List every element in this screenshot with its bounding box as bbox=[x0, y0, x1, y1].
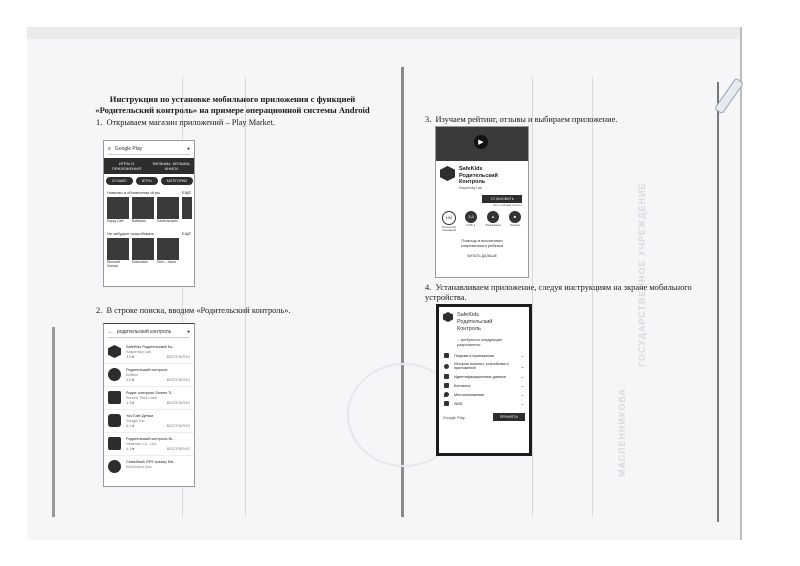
stat-label: Образование bbox=[484, 223, 502, 227]
permission-label: Покупки в приложении bbox=[454, 353, 495, 358]
result-name: SafeKids Родительский Ко... bbox=[126, 345, 176, 349]
result-price: БЕСПЛАТНО bbox=[166, 401, 190, 405]
app-name: SafeKids Родительский Контроль bbox=[457, 312, 493, 332]
step-text: Открываем магазин приложений – Play Market. bbox=[106, 118, 275, 127]
pill-categories: КАТЕГОРИИ bbox=[161, 177, 193, 185]
permission-label: Идентификационные данные bbox=[454, 374, 506, 379]
permission-item[interactable] bbox=[439, 360, 529, 372]
dialog-header bbox=[439, 307, 529, 335]
step-4 bbox=[425, 283, 695, 303]
pill-games: ИГРЫ bbox=[136, 177, 158, 185]
chevron-down-icon: ⌄ bbox=[520, 384, 524, 388]
step-3 bbox=[425, 115, 617, 125]
result-price: БЕСПЛАТНО bbox=[166, 378, 190, 382]
step-text: Устанавливаем приложение, следуя инструкциям на экране мобильного устройства. bbox=[425, 283, 692, 302]
result-dev: Screen Time Labs bbox=[126, 396, 157, 400]
result-dev: Google Inc. bbox=[126, 419, 146, 423]
stat-value: 3,8 bbox=[465, 211, 477, 223]
screenshot-permissions-dialog bbox=[436, 304, 532, 456]
search-bar bbox=[108, 144, 190, 155]
mic-icon: ● bbox=[186, 146, 190, 152]
result-dev: KidControl Dev. bbox=[126, 465, 153, 469]
result-dev: Nintendo Co., Ltd. bbox=[126, 442, 157, 446]
result-rating: 4,1★ bbox=[126, 447, 135, 451]
fold-line bbox=[245, 77, 246, 517]
chevron-down-icon: ⌄ bbox=[520, 402, 524, 406]
install-button[interactable]: УСТАНОВИТЬ bbox=[482, 195, 522, 203]
pill-best: ЛУЧШЕЕ bbox=[106, 177, 133, 185]
app-icon bbox=[108, 437, 121, 450]
search-placeholder: Google Play bbox=[114, 146, 143, 152]
app-icon bbox=[108, 345, 121, 358]
result-price: БЕСПЛАТНО bbox=[166, 424, 190, 428]
permission-label: Контакты bbox=[454, 383, 471, 388]
screenshot-play-market bbox=[103, 140, 195, 287]
stat-downloads bbox=[441, 211, 457, 232]
app-description: Помощь в воспитании современного ребенка bbox=[460, 237, 504, 248]
sms-icon bbox=[444, 401, 449, 406]
stat-label: 6 096 ★ bbox=[466, 223, 476, 227]
stat-label: Похожие bbox=[509, 223, 521, 227]
menu-icon: ≡ bbox=[108, 146, 111, 152]
section-more: ЕЩЁ bbox=[181, 190, 191, 195]
game-name: Happy Cafe bbox=[107, 219, 124, 223]
app-name: Kinemaster bbox=[132, 260, 149, 264]
education-icon: ▲ bbox=[487, 211, 499, 223]
tab-apps-games: ИГРЫ И ПРИЛОЖЕНИЯ bbox=[111, 161, 142, 171]
section-more: ЕЩЁ bbox=[181, 231, 191, 236]
result-rating: 3,9★ bbox=[126, 355, 135, 359]
app-icon bbox=[108, 368, 121, 381]
step-2 bbox=[96, 306, 291, 316]
read-more-link[interactable]: ЧИТАТЬ ДАЛЬШЕ bbox=[466, 253, 498, 258]
step-number: 2. bbox=[96, 306, 103, 315]
permission-item[interactable] bbox=[439, 381, 529, 390]
game-name: Gardenscapes bbox=[157, 219, 178, 223]
history-icon bbox=[444, 364, 449, 369]
section-title: Новинки и обновления Игры bbox=[107, 190, 160, 195]
screenshot-app-page bbox=[435, 126, 529, 278]
game-thumbnail bbox=[157, 197, 179, 219]
result-rating: 4,1★ bbox=[126, 424, 135, 428]
game-thumbnail bbox=[132, 197, 154, 219]
chevron-down-icon: ⌄ bbox=[520, 354, 524, 358]
result-dev: Kaspersky Lab bbox=[126, 350, 152, 354]
result-rating: 4,3★ bbox=[126, 401, 135, 405]
location-icon bbox=[444, 392, 449, 397]
step-number: 3. bbox=[425, 115, 432, 124]
chevron-down-icon: ⌄ bbox=[520, 364, 524, 369]
stat-category bbox=[485, 211, 501, 232]
back-arrow-icon: ← bbox=[108, 329, 113, 335]
result-rating: 4,0★ bbox=[126, 378, 135, 382]
result-row bbox=[104, 410, 194, 433]
app-thumbnail bbox=[107, 238, 129, 260]
mic-icon: ● bbox=[186, 329, 190, 335]
stat-label: Количество скачиваний bbox=[442, 225, 456, 232]
stat-rating bbox=[463, 211, 479, 232]
document-title bbox=[90, 94, 375, 116]
play-icon: ▶ bbox=[474, 135, 488, 149]
apps-row bbox=[104, 238, 194, 268]
stat-similar bbox=[507, 211, 523, 232]
app-name: Uber – Заказ bbox=[157, 260, 176, 264]
result-row bbox=[104, 387, 194, 410]
app-header bbox=[436, 161, 528, 195]
step-number: 4. bbox=[425, 283, 432, 292]
screenshot-search-results bbox=[103, 323, 195, 487]
title-line-2: «Родительский контроль» на примере операционной системы Android bbox=[95, 105, 370, 115]
permission-label: Местоположение bbox=[454, 392, 485, 397]
result-price: БЕСПЛАТНО bbox=[166, 355, 190, 359]
result-row bbox=[104, 433, 194, 456]
search-bar bbox=[108, 327, 190, 338]
app-thumbnail bbox=[132, 238, 154, 260]
permissions-note: – требуются следующие разрешения: bbox=[457, 337, 503, 347]
game-thumbnail bbox=[182, 197, 192, 219]
youtube-kids-icon bbox=[108, 414, 121, 427]
chevron-down-icon: ⌄ bbox=[520, 375, 524, 379]
result-name: Родительский контроль bbox=[126, 368, 168, 372]
right-edge-line bbox=[717, 82, 719, 522]
section-title: Не забудьте попробовать bbox=[107, 231, 155, 236]
category-pills bbox=[104, 174, 194, 188]
app-developer: Kaspersky Lab bbox=[459, 185, 483, 190]
result-row bbox=[104, 456, 194, 479]
accept-button[interactable]: ПРИНЯТЬ bbox=[493, 413, 525, 421]
permission-item[interactable] bbox=[439, 351, 529, 360]
result-row bbox=[104, 341, 194, 364]
result-name: YouTube Детям bbox=[126, 414, 153, 418]
stats-row bbox=[436, 207, 528, 236]
app-name: Microsoft Outlook bbox=[107, 260, 120, 268]
search-query: родительский контроль bbox=[117, 329, 172, 335]
permission-item[interactable] bbox=[439, 390, 529, 399]
game-thumbnail bbox=[107, 197, 129, 219]
dialog-footer bbox=[439, 410, 529, 424]
safekids-icon bbox=[443, 312, 453, 322]
bleed-through-text: МАСЛЕННИКОВА bbox=[617, 388, 627, 477]
section-try bbox=[104, 229, 194, 238]
game-name: Battlejack bbox=[132, 219, 146, 223]
title-line-1: Инструкция по установке мобильного приложения с функцией bbox=[109, 94, 356, 104]
app-banner bbox=[436, 127, 528, 161]
step-text: Изучаем рейтинг, отзывы и выбираем приложение. bbox=[435, 115, 618, 124]
step-number: 1. bbox=[96, 118, 103, 127]
permission-item[interactable] bbox=[439, 399, 529, 408]
app-icon bbox=[108, 460, 121, 473]
left-edge-shadow bbox=[52, 327, 55, 517]
install-note: Есть платный контент bbox=[493, 202, 522, 207]
permission-label: История использ. устройства и приложений bbox=[454, 362, 509, 370]
purchase-icon bbox=[444, 353, 449, 358]
google-play-brand: Google Play bbox=[443, 414, 465, 420]
tab-movies-music-books: ФИЛЬМЫ, МУЗЫКА, КНИГИ bbox=[152, 161, 191, 171]
stat-value: 100 bbox=[442, 211, 456, 225]
similar-icon: ■ bbox=[509, 211, 521, 223]
step-text: В строке поиска, вводим «Родительский контроль». bbox=[106, 306, 291, 315]
safekids-icon bbox=[440, 166, 455, 181]
result-row bbox=[104, 364, 194, 387]
install-area bbox=[436, 195, 528, 203]
section-new bbox=[104, 188, 194, 197]
games-row bbox=[104, 197, 194, 223]
result-dev: Kidslox bbox=[126, 373, 139, 377]
identity-icon bbox=[444, 374, 449, 379]
bleed-through-text: ГОСУДАРСТВЕННОЕ УЧРЕЖДЕНИЕ bbox=[637, 182, 647, 367]
step-1 bbox=[96, 118, 275, 128]
app-thumbnail bbox=[157, 238, 179, 260]
app-name: SafeKids Родительский Контроль bbox=[459, 166, 498, 185]
scan-top-band bbox=[27, 27, 740, 39]
app-icon bbox=[108, 391, 121, 404]
contacts-icon bbox=[444, 383, 449, 388]
result-name: Семейный GPS трекер Kid... bbox=[126, 460, 177, 464]
top-tabs bbox=[104, 158, 194, 174]
result-name: Родит. контроль Screen Ti... bbox=[126, 391, 175, 395]
result-price: БЕСПЛАТНО bbox=[166, 447, 190, 451]
permission-item[interactable] bbox=[439, 372, 529, 381]
permission-label: SMS bbox=[454, 401, 463, 406]
result-name: Родительский контроль Ni... bbox=[126, 437, 176, 441]
chevron-down-icon: ⌄ bbox=[520, 393, 524, 397]
